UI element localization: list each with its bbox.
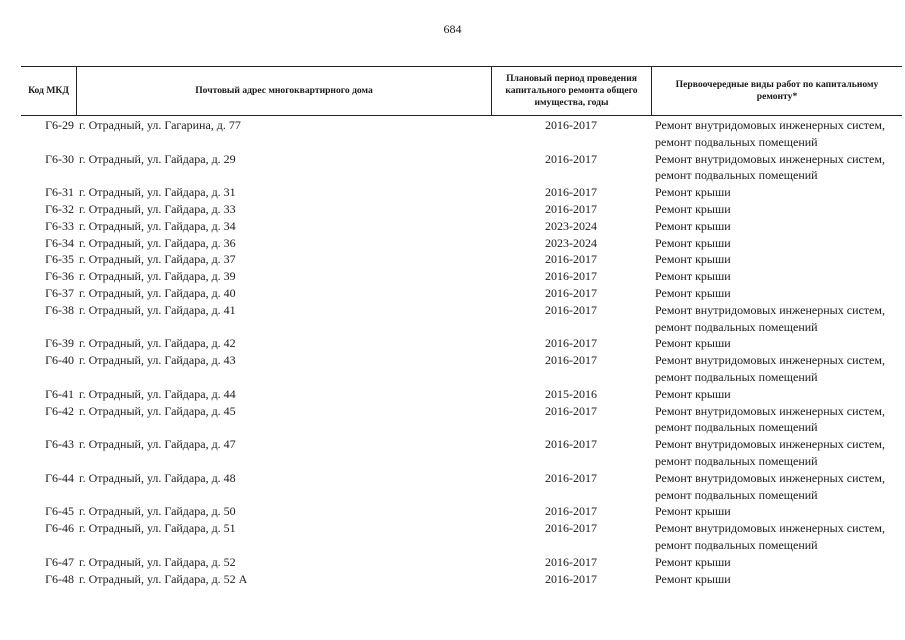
- cell-period: 2016-2017: [545, 269, 597, 284]
- cell-code: Г6-39: [45, 336, 74, 351]
- cell-code: Г6-35: [45, 252, 74, 267]
- cell-address: г. Отрадный, ул. Гайдара, д. 51: [79, 521, 236, 536]
- works-line: ремонт подвальных помещений: [655, 134, 818, 149]
- works-line: Ремонт крыши: [655, 504, 731, 519]
- cell-period: 2016-2017: [545, 118, 597, 132]
- cell-code: Г6-29: [45, 118, 74, 132]
- works-line: ремонт подвальных помещений: [655, 537, 818, 552]
- cell-works: [651, 218, 902, 235]
- works-line: Ремонт крыши: [655, 554, 731, 569]
- works-line: ремонт подвальных помещений: [655, 168, 818, 183]
- table-row: [21, 251, 902, 268]
- works-line: Ремонт крыши: [655, 185, 731, 200]
- table-row: [21, 520, 902, 554]
- cell-works: [651, 302, 902, 336]
- cell-works: [651, 571, 902, 588]
- cell-address: г. Отрадный, ул. Гайдара, д. 29: [79, 151, 236, 166]
- works-line: Ремонт внутридомовых инженерных систем,: [655, 118, 885, 132]
- table-row: [21, 184, 902, 201]
- works-line: Ремонт крыши: [655, 386, 731, 401]
- cell-address: г. Отрадный, ул. Гайдара, д. 50: [79, 504, 236, 519]
- table-row: [21, 268, 902, 285]
- works-line: Ремонт крыши: [655, 285, 731, 300]
- cell-works: [651, 554, 902, 571]
- cell-address: г. Отрадный, ул. Гайдара, д. 48: [79, 470, 236, 485]
- header-period: Плановый период проведения капитального ремонта общего имущества, годы: [491, 67, 651, 115]
- cell-period: 2016-2017: [545, 185, 597, 200]
- table-row: [21, 151, 902, 185]
- cell-works: [651, 235, 902, 252]
- works-line: Ремонт крыши: [655, 336, 731, 351]
- cell-period: 2016-2017: [545, 470, 597, 485]
- works-line: Ремонт крыши: [655, 201, 731, 216]
- table-row: [21, 436, 902, 470]
- works-line: Ремонт внутридомовых инженерных систем,: [655, 521, 885, 536]
- cell-address: г. Отрадный, ул. Гайдара, д. 47: [79, 437, 236, 452]
- cell-code: Г6-30: [45, 151, 74, 166]
- cell-works: [651, 268, 902, 285]
- cell-period: 2016-2017: [545, 554, 597, 569]
- works-line: Ремонт внутридомовых инженерных систем,: [655, 403, 885, 418]
- cell-code: Г6-48: [45, 571, 74, 586]
- table-row: [21, 470, 902, 504]
- cell-code: Г6-47: [45, 554, 74, 569]
- cell-works: [651, 386, 902, 403]
- cell-works: [651, 503, 902, 520]
- cell-address: г. Отрадный, ул. Гайдара, д. 33: [79, 201, 236, 216]
- cell-period: 2016-2017: [545, 403, 597, 418]
- page-number: 684: [443, 22, 462, 36]
- cell-works: [651, 436, 902, 470]
- cell-works: [651, 335, 902, 352]
- cell-works: [651, 251, 902, 268]
- cell-period: 2016-2017: [545, 336, 597, 351]
- cell-period: 2015-2016: [545, 386, 597, 401]
- cell-code: Г6-34: [45, 235, 74, 250]
- works-line: Ремонт внутридомовых инженерных систем,: [655, 470, 885, 485]
- cell-period: 2016-2017: [545, 151, 597, 166]
- works-line: ремонт подвальных помещений: [655, 453, 818, 468]
- works-line: Ремонт внутридомовых инженерных систем,: [655, 437, 885, 452]
- cell-address: г. Отрадный, ул. Гагарина, д. 77: [79, 118, 241, 132]
- cell-address: г. Отрадный, ул. Гайдара, д. 52 А: [79, 571, 248, 586]
- cell-code: Г6-43: [45, 437, 74, 452]
- cell-address: г. Отрадный, ул. Гайдара, д. 31: [79, 185, 236, 200]
- cell-period: 2016-2017: [545, 302, 597, 317]
- cell-address: г. Отрадный, ул. Гайдара, д. 42: [79, 336, 236, 351]
- cell-period: 2016-2017: [545, 353, 597, 368]
- cell-works: [651, 285, 902, 302]
- works-line: ремонт подвальных помещений: [655, 487, 818, 502]
- cell-works: [651, 520, 902, 554]
- header-works: Первоочередные виды работ по капитальному ремонту*: [651, 67, 902, 115]
- cell-period: 2016-2017: [545, 252, 597, 267]
- cell-code: Г6-33: [45, 218, 74, 233]
- works-line: Ремонт крыши: [655, 218, 731, 233]
- table-row: [21, 503, 902, 520]
- cell-code: Г6-31: [45, 185, 74, 200]
- cell-works: [651, 470, 902, 504]
- cell-address: г. Отрадный, ул. Гайдара, д. 40: [79, 285, 236, 300]
- cell-code: Г6-45: [45, 504, 74, 519]
- table-row: [21, 117, 902, 151]
- cell-works: [651, 201, 902, 218]
- cell-address: г. Отрадный, ул. Гайдара, д. 36: [79, 235, 236, 250]
- cell-address: г. Отрадный, ул. Гайдара, д. 34: [79, 218, 236, 233]
- works-line: ремонт подвальных помещений: [655, 420, 818, 435]
- cell-code: Г6-46: [45, 521, 74, 536]
- works-line: ремонт подвальных помещений: [655, 369, 818, 384]
- cell-address: г. Отрадный, ул. Гайдара, д. 37: [79, 252, 236, 267]
- table-row: [21, 218, 902, 235]
- cell-code: Г6-32: [45, 201, 74, 216]
- cell-code: Г6-44: [45, 470, 74, 485]
- table-row: [21, 285, 902, 302]
- cell-works: [651, 151, 902, 185]
- cell-works: [651, 403, 902, 437]
- cell-period: 2023-2024: [545, 235, 597, 250]
- cell-address: г. Отрадный, ул. Гайдара, д. 41: [79, 302, 236, 317]
- cell-period: 2016-2017: [545, 201, 597, 216]
- table-row: [21, 335, 902, 352]
- works-line: Ремонт внутридомовых инженерных систем,: [655, 302, 885, 317]
- cell-works: [651, 117, 902, 151]
- works-line: Ремонт внутридомовых инженерных систем,: [655, 151, 885, 166]
- cell-code: Г6-36: [45, 269, 74, 284]
- cell-period: 2016-2017: [545, 571, 597, 586]
- cell-code: Г6-37: [45, 285, 74, 300]
- works-line: Ремонт крыши: [655, 252, 731, 267]
- table-row: [21, 352, 902, 386]
- works-line: Ремонт крыши: [655, 235, 731, 250]
- cell-period: 2023-2024: [545, 218, 597, 233]
- cell-period: 2016-2017: [545, 504, 597, 519]
- cell-address: г. Отрадный, ул. Гайдара, д. 43: [79, 353, 236, 368]
- cell-period: 2016-2017: [545, 521, 597, 536]
- header-address: Почтовый адрес многоквартирного дома: [76, 67, 491, 115]
- works-line: Ремонт крыши: [655, 571, 731, 586]
- cell-works: [651, 184, 902, 201]
- cell-code: Г6-40: [45, 353, 74, 368]
- cell-period: 2016-2017: [545, 285, 597, 300]
- table-row: [21, 302, 902, 336]
- cell-code: Г6-42: [45, 403, 74, 418]
- table-row: [21, 571, 902, 588]
- table-row: [21, 235, 902, 252]
- cell-works: [651, 352, 902, 386]
- works-line: Ремонт крыши: [655, 269, 731, 284]
- cell-address: г. Отрадный, ул. Гайдара, д. 45: [79, 403, 236, 418]
- cell-code: Г6-41: [45, 386, 74, 401]
- table-body: [21, 117, 902, 587]
- works-line: ремонт подвальных помещений: [655, 319, 818, 334]
- cell-address: г. Отрадный, ул. Гайдара, д. 44: [79, 386, 236, 401]
- cell-address: г. Отрадный, ул. Гайдара, д. 39: [79, 269, 236, 284]
- table-row: [21, 201, 902, 218]
- table-row: [21, 403, 902, 437]
- cell-code: Г6-38: [45, 302, 74, 317]
- table-header: [21, 66, 902, 116]
- cell-period: 2016-2017: [545, 437, 597, 452]
- works-line: Ремонт внутридомовых инженерных систем,: [655, 353, 885, 368]
- table-row: [21, 386, 902, 403]
- table-row: [21, 554, 902, 571]
- cell-address: г. Отрадный, ул. Гайдара, д. 52: [79, 554, 236, 569]
- header-code: Код МКД: [28, 85, 69, 96]
